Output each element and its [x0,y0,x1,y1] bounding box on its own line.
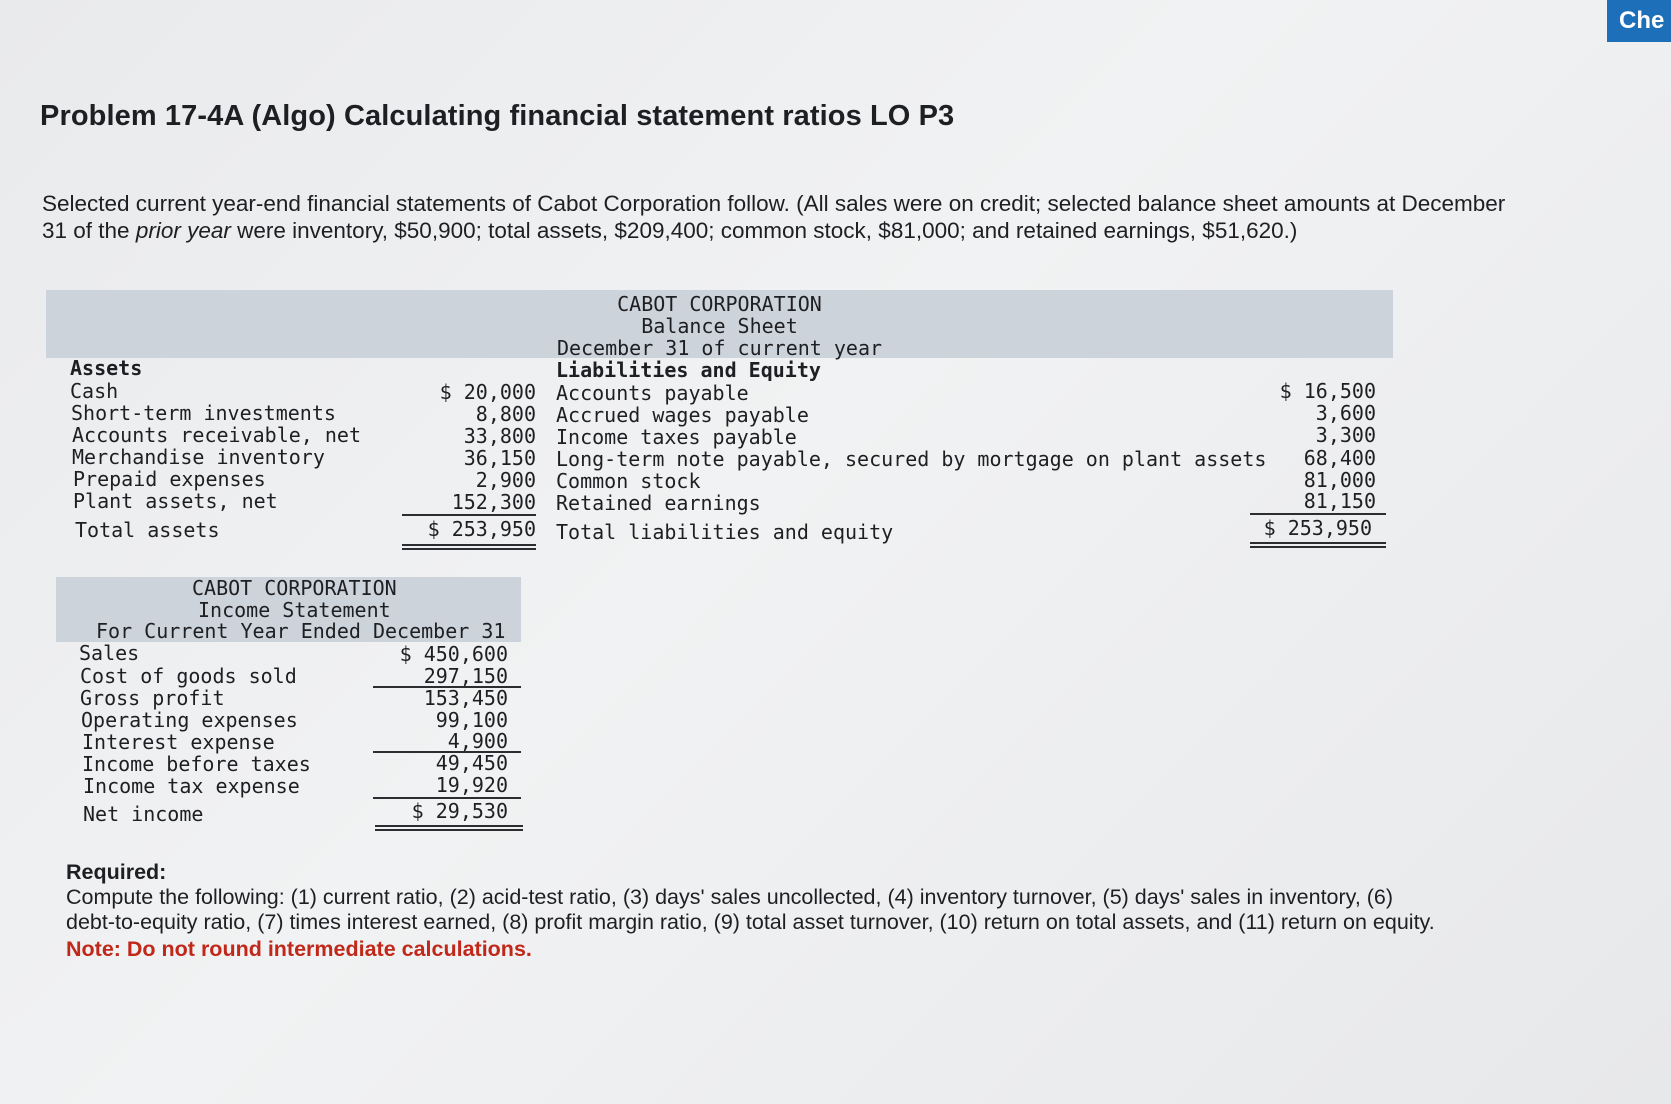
liability-label: Accrued wages payable [556,403,809,427]
asset-amount: 8,800 [475,402,536,426]
total-liabilities-amount: $ 253,950 [1263,516,1372,540]
asset-label: Merchandise inventory [72,445,325,469]
income-row-amount: 297,150 [423,664,508,688]
liability-label: Accounts payable [556,381,749,405]
intro-text-1: Selected current year-end financial statements of Cabot Corporation follow. (All sales were on credit; selected balance sheet amounts at December 31 of the [42,191,1506,243]
income-row-label: Income before taxes [82,752,311,776]
required-text: Compute the following: (1) current ratio, (2) acid-test ratio, (3) days' sales uncollected, (4) inventory turnover, (5) days' sales in inventory, (6) debt-to-equity ratio, (7) times interest earned, (8) profit margin ratio, (9) total asset turnover, (10) return on total assets, and (11) return on equity. [66,885,1435,934]
income-statement-company: CABOT CORPORATION [192,576,397,600]
assets-subtotal-rule [402,514,536,516]
asset-amount: 33,800 [463,424,536,448]
income-statement-title: Income Statement [198,598,391,622]
asset-label: Short-term investments [71,401,336,425]
net-income-double-rule [375,825,523,827]
total-assets-amount: $ 253,950 [427,517,536,541]
asset-label: Plant assets, net [73,489,278,513]
problem-intro [42,190,1512,244]
net-income-label: Net income [83,802,204,826]
asset-label: Cash [70,379,119,403]
total-assets-label: Total assets [75,518,220,542]
income-row-label: Interest expense [82,730,275,754]
problem-title: Problem 17-4A (Algo) Calculating financial statement ratios LO P3 [40,100,955,132]
liability-amount: 68,400 [1303,446,1376,470]
required-note: Note: Do not round intermediate calculations. [66,937,532,961]
asset-amount: 2,900 [475,468,536,492]
total-liabilities-label: Total liabilities and equity [556,520,894,544]
income-row-label: Income tax expense [83,774,300,798]
asset-amount: 36,150 [463,446,536,470]
liability-label: Long-term note payable, secured by mortgage on plant assets [556,447,1267,471]
liability-amount: 81,000 [1303,468,1376,492]
net-income-amount: $ 29,530 [411,799,508,823]
income-row-amount: 153,450 [423,686,508,710]
balance-sheet-title: Balance Sheet [641,314,798,338]
liability-label: Common stock [556,469,701,493]
required-section [66,860,1446,962]
asset-label: Accounts receivable, net [72,423,361,447]
income-row-label: Sales [79,641,140,665]
income-row-label: Gross profit [80,686,225,710]
liabilities-total-double-rule [1250,542,1386,544]
asset-amount: $ 20,000 [439,380,536,404]
income-statement-period: For Current Year Ended December 31 [96,619,506,643]
balance-sheet-date: December 31 of current year [556,336,883,360]
check-button[interactable]: Che [1607,0,1671,42]
assets-total-double-rule [402,544,536,546]
asset-label: Prepaid expenses [73,467,266,491]
intro-text-2: were inventory, $50,900; total assets, $209,400; common stock, $81,000; and retained earnings, $51,620.) [230,218,1298,243]
income-row-amount: 99,100 [435,708,508,732]
liabilities-subtotal-rule [1250,513,1386,515]
income-row-amount: 49,450 [435,751,508,775]
liability-amount: $ 16,500 [1279,379,1376,403]
income-row-label: Operating expenses [81,708,298,732]
required-label: Required: [66,860,167,884]
income-row-label: Cost of goods sold [80,664,297,688]
assets-heading: Assets [70,356,143,380]
income-row-amount: $ 450,600 [399,642,508,666]
asset-amount: 152,300 [451,490,536,514]
income-row-amount: 4,900 [447,729,508,753]
income-row-amount: 19,920 [435,773,508,797]
liability-label: Retained earnings [556,491,761,515]
liability-label: Income taxes payable [556,425,797,449]
liabilities-heading: Liabilities and Equity [556,358,821,382]
balance-sheet-company: CABOT CORPORATION [617,292,822,316]
liability-amount: 3,300 [1315,423,1376,447]
liability-amount: 81,150 [1303,489,1376,513]
liability-amount: 3,600 [1315,401,1376,425]
intro-italic: prior year [135,218,231,243]
